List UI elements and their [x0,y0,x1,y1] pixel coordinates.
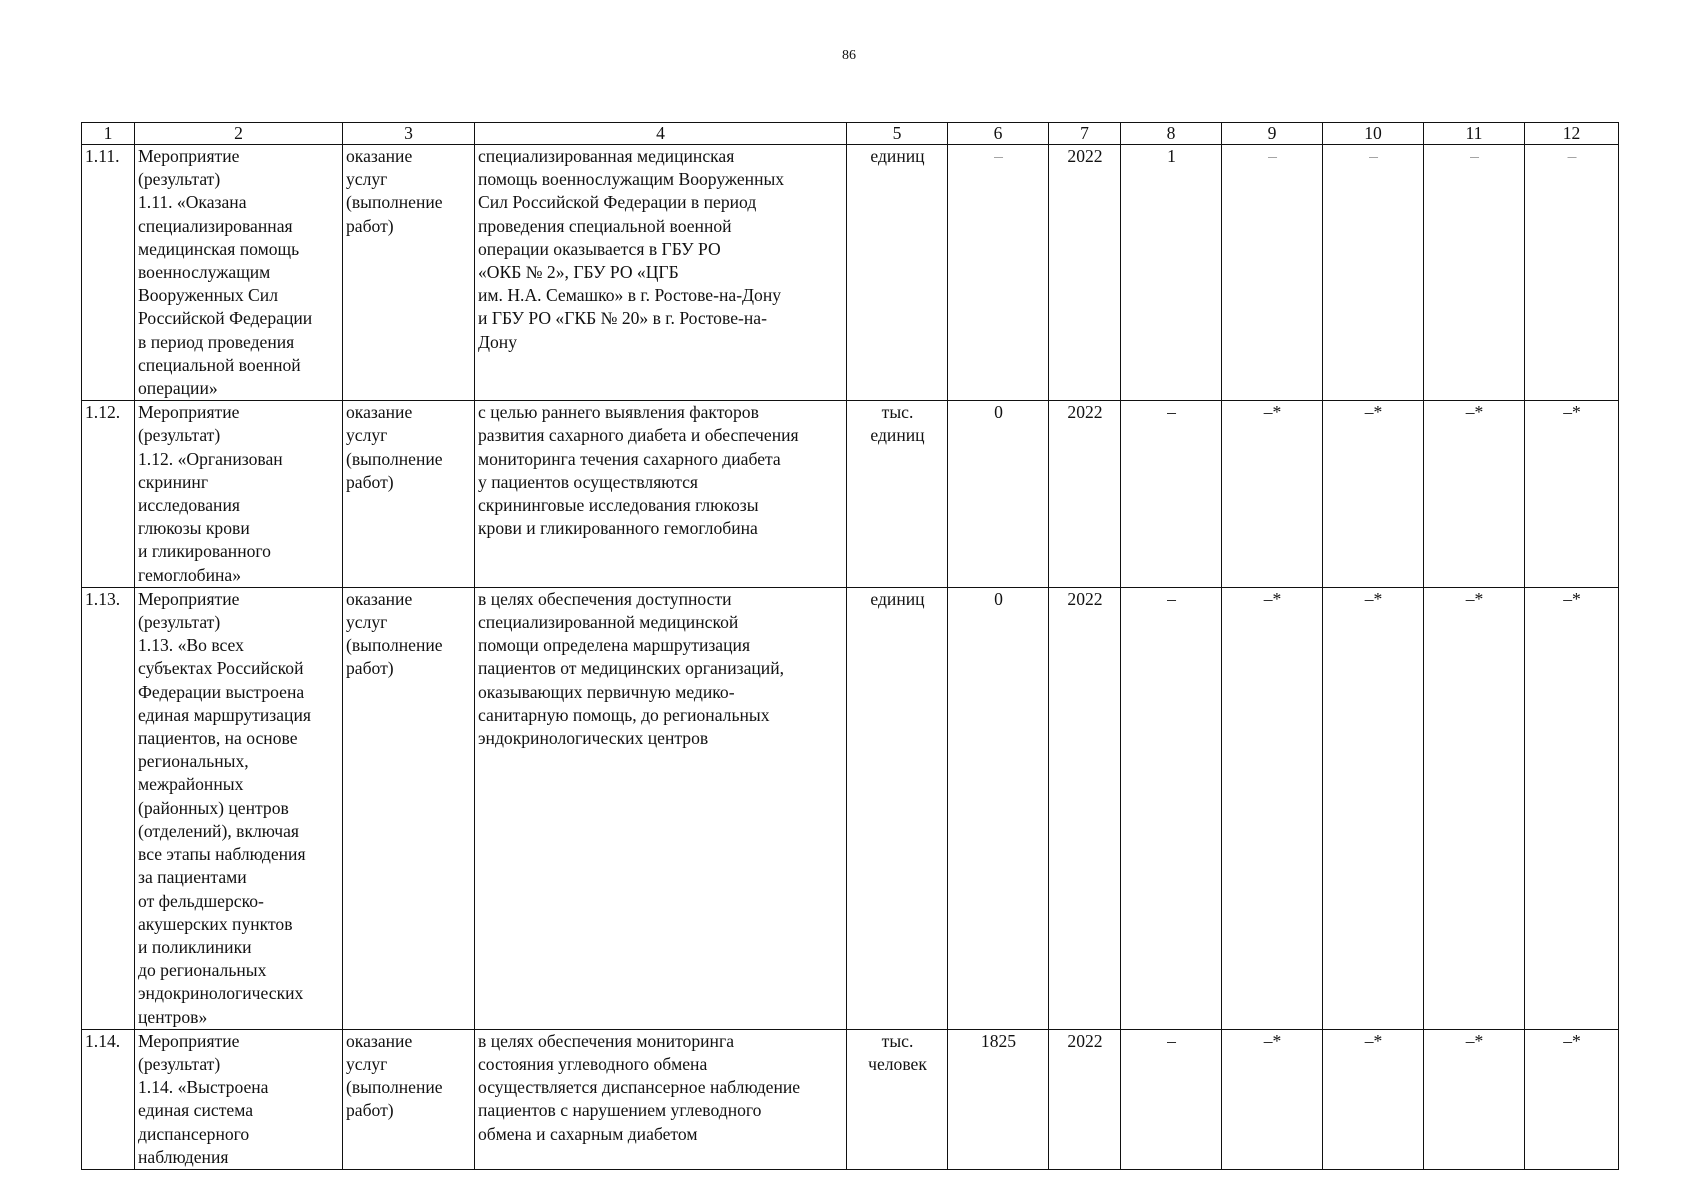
value-col-11: –* [1424,401,1525,588]
column-header: 11 [1424,123,1525,145]
value-col-8: – [1121,401,1222,588]
value-col-10: – [1323,145,1424,401]
column-header: 3 [343,123,475,145]
measure-description: в целях обеспечения доступности специализированной медицинской помощи определена маршрутизация пациентов от медицинских организаций, оказывающих первичную медико- санитарную помощь, до региональных эндокринологических центров [475,587,847,1029]
measure-name: Мероприятие (результат) 1.12. «Организован скрининг исследования глюкозы крови и гликированного гемоглобина» [135,401,343,588]
measure-name: Мероприятие (результат) 1.11. «Оказана специализированная медицинская помощь военнослужащим Вооруженных Сил Российской Федерации в период проведения специальной военной операции» [135,145,343,401]
value-col-10: –* [1323,401,1424,588]
column-header: 9 [1222,123,1323,145]
measure-description: с целью раннего выявления факторов развития сахарного диабета и обеспечения мониторинга течения сахарного диабета у пациентов осуществляются скрининговые исследования глюкозы крови и гликированного гемоглобина [475,401,847,588]
value-col-12: –* [1525,587,1619,1029]
unit: тыс. человек [847,1029,948,1169]
row-number: 1.12. [82,401,135,588]
value-col-8: – [1121,1029,1222,1169]
base-value: 1825 [948,1029,1049,1169]
row-number: 1.14. [82,1029,135,1169]
row-number: 1.13. [82,587,135,1029]
base-year: 2022 [1049,587,1121,1029]
column-header: 10 [1323,123,1424,145]
base-year: 2022 [1049,145,1121,401]
base-year: 2022 [1049,401,1121,588]
column-header: 12 [1525,123,1619,145]
value-col-10: –* [1323,1029,1424,1169]
column-header: 1 [82,123,135,145]
value-col-9: –* [1222,401,1323,588]
value-col-11: – [1424,145,1525,401]
value-col-11: –* [1424,587,1525,1029]
table-row [82,401,1619,588]
table-row [82,587,1619,1029]
measure-name: Мероприятие (результат) 1.13. «Во всех субъектах Российской Федерации выстроена единая маршрутизация пациентов, на основе региональных, межрайонных (районных) центров (отделений), включая все этапы наблюдения за пациентами от фельдшерско- акушерских пунктов и поликлиники до региональных эндокринологических центров» [135,587,343,1029]
unit: единиц [847,587,948,1029]
base-value: – [948,145,1049,401]
page-number: 86 [842,48,856,63]
measure-type: оказание услуг (выполнение работ) [343,1029,475,1169]
header-row [82,123,1619,145]
column-header: 2 [135,123,343,145]
table-row [82,145,1619,401]
row-number: 1.11. [82,145,135,401]
column-header: 7 [1049,123,1121,145]
measure-type: оказание услуг (выполнение работ) [343,587,475,1029]
measure-name: Мероприятие (результат) 1.14. «Выстроена единая система диспансерного наблюдения [135,1029,343,1169]
value-col-11: –* [1424,1029,1525,1169]
column-header: 5 [847,123,948,145]
unit: единиц [847,145,948,401]
value-col-10: –* [1323,587,1424,1029]
column-header: 4 [475,123,847,145]
value-col-9: –* [1222,587,1323,1029]
column-header: 8 [1121,123,1222,145]
measure-description: в целях обеспечения мониторинга состояния углеводного обмена осуществляется диспансерное наблюдение пациентов с нарушением углеводного обмена и сахарным диабетом [475,1029,847,1169]
measure-description: специализированная медицинская помощь военнослужащим Вооруженных Сил Российской Федерации в период проведения специальной военной операции оказывается в ГБУ РО «ОКБ № 2», ГБУ РО «ЦГБ им. Н.А. Семашко» в г. Ростове-на-Дону и ГБУ РО «ГКБ № 20» в г. Ростове-на- Дону [475,145,847,401]
value-col-9: –* [1222,1029,1323,1169]
base-value: 0 [948,587,1049,1029]
base-value: 0 [948,401,1049,588]
value-col-8: 1 [1121,145,1222,401]
value-col-8: – [1121,587,1222,1029]
column-header: 6 [948,123,1049,145]
measure-type: оказание услуг (выполнение работ) [343,145,475,401]
table-row [82,1029,1619,1169]
value-col-9: – [1222,145,1323,401]
measure-type: оказание услуг (выполнение работ) [343,401,475,588]
unit: тыс. единиц [847,401,948,588]
value-col-12: –* [1525,1029,1619,1169]
value-col-12: – [1525,145,1619,401]
base-year: 2022 [1049,1029,1121,1169]
value-col-12: –* [1525,401,1619,588]
measures-table [81,122,1619,1170]
